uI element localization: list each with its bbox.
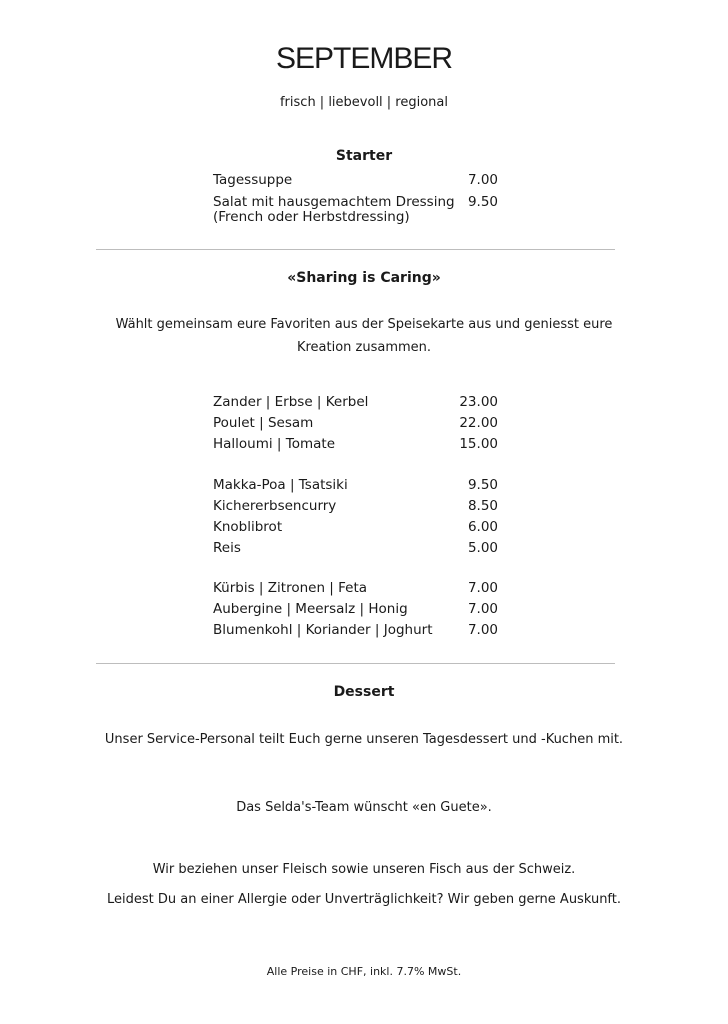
menu-item: [213, 437, 498, 452]
item-price: 7.00: [467, 622, 498, 638]
item-price: 9.50: [467, 477, 498, 493]
menu-item: [213, 478, 498, 493]
sharing-heading: «Sharing is Caring»: [287, 270, 441, 286]
item-name: Zander | Erbse | Kerbel: [213, 394, 369, 410]
menu-item: [213, 520, 498, 535]
greeting: Das Selda's-Team wünscht «en Guete».: [236, 800, 492, 815]
tagline: frisch | liebevoll | regional: [279, 95, 449, 110]
divider: [96, 249, 615, 250]
menu-item: [213, 541, 498, 556]
divider: [96, 663, 615, 664]
info-allergy: Leidest Du an einer Allergie oder Unverträglichkeit? Wir geben gerne Auskunft.: [106, 892, 622, 907]
menu-item: [213, 195, 498, 225]
item-price: 8.50: [467, 498, 498, 514]
item-price: 7.00: [467, 172, 498, 188]
item-name: Tagessuppe: [213, 172, 293, 188]
item-name: Makka-Poa | Tsatsiki: [213, 477, 348, 493]
item-name: Salat mit hausgemachtem Dressing: [213, 194, 455, 210]
item-name: Kichererbsencurry: [213, 498, 337, 514]
info-origin: Wir beziehen unser Fleisch sowie unseren Fisch aus der Schweiz.: [152, 862, 576, 877]
menu-item: [213, 499, 498, 514]
item-price: 23.00: [459, 394, 498, 410]
item-name: Kürbis | Zitronen | Feta: [213, 580, 368, 596]
dessert-text: Unser Service-Personal teilt Euch gerne unseren Tagesdessert und -Kuchen mit.: [104, 732, 624, 747]
menu-item: [213, 623, 498, 638]
sharing-intro-line1: Wählt gemeinsam eure Favoriten aus der Speisekarte aus und geniesst eure: [115, 317, 613, 332]
item-price: 9.50: [467, 194, 498, 210]
menu-item: [213, 602, 498, 617]
item-note: (French oder Herbstdressing): [213, 209, 410, 225]
starter-heading: Starter: [335, 148, 393, 164]
menu-item: [213, 173, 498, 188]
item-price: 22.00: [459, 415, 498, 431]
item-price: 6.00: [467, 519, 498, 535]
dessert-heading: Dessert: [333, 684, 395, 700]
item-price: 7.00: [467, 601, 498, 617]
item-name: Blumenkohl | Koriander | Joghurt: [213, 622, 433, 638]
item-price: 7.00: [467, 580, 498, 596]
item-name: Reis: [213, 540, 241, 556]
price-footer: Alle Preise in CHF, inkl. 7.7% MwSt.: [266, 965, 462, 978]
item-price: 15.00: [459, 436, 498, 452]
item-name: Aubergine | Meersalz | Honig: [213, 601, 408, 617]
item-name: Poulet | Sesam: [213, 415, 314, 431]
item-name: Halloumi | Tomate: [213, 436, 336, 452]
menu-item: [213, 416, 498, 431]
sharing-intro-line2: Kreation zusammen.: [296, 340, 432, 355]
page-title: SEPTEMBER: [275, 42, 453, 75]
menu-item: [213, 395, 498, 410]
item-name: Knoblibrot: [213, 519, 283, 535]
menu-item: [213, 581, 498, 596]
item-price: 5.00: [467, 540, 498, 556]
